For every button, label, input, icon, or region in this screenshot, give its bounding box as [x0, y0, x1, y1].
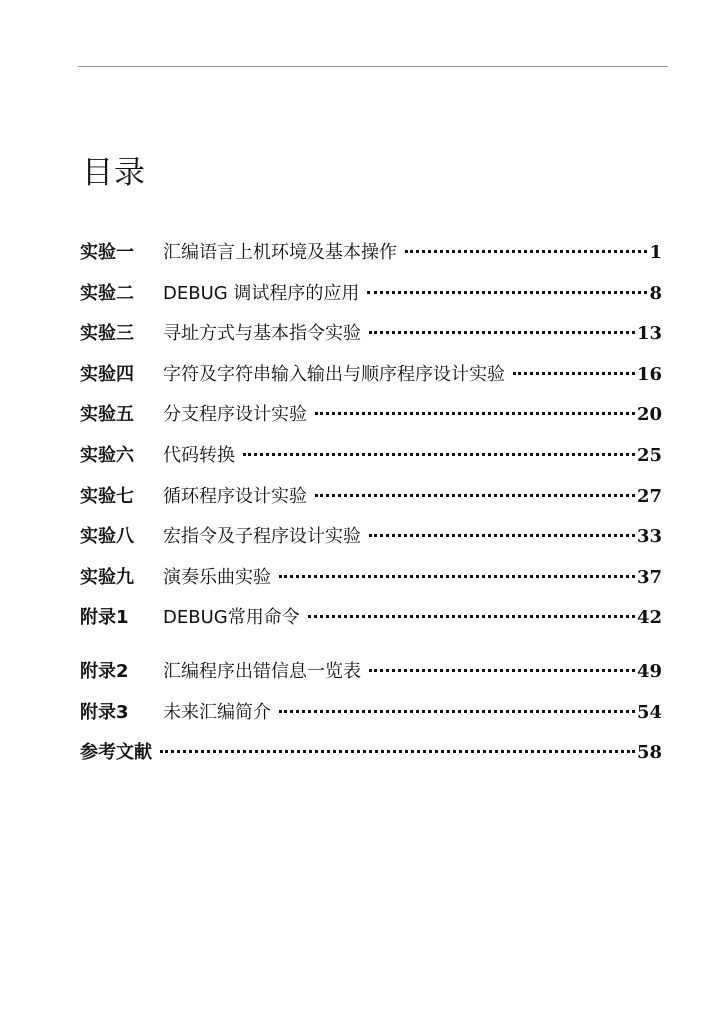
toc-entry-label: 实验一 — [80, 242, 134, 263]
toc-entry-title: 汇编语言上机环境及基本操作 — [163, 242, 397, 263]
toc-entry[interactable] — [80, 238, 662, 279]
toc-entry-label: 实验四 — [80, 363, 134, 385]
toc-entry-title: 宏指令及子程序设计实验 — [163, 526, 361, 548]
toc-entry[interactable] — [80, 319, 662, 360]
toc-entry[interactable] — [80, 400, 662, 441]
toc-entry[interactable] — [80, 603, 662, 644]
dot-leader — [369, 534, 635, 537]
dot-leader — [315, 494, 635, 497]
toc-entry[interactable] — [80, 279, 662, 320]
header-rule — [78, 66, 668, 67]
toc-entry-label: 附录1 — [80, 607, 129, 629]
toc-entry-label: 参考文献 — [80, 742, 152, 764]
toc-entry-page: 37 — [636, 566, 662, 588]
toc-entry-page: 20 — [636, 404, 662, 426]
dot-leader — [308, 615, 635, 618]
toc-entry[interactable] — [80, 738, 662, 779]
toc-entry-title: 循环程序设计实验 — [163, 485, 307, 507]
toc-entry-label: 实验五 — [80, 404, 134, 426]
toc-entry-title: 寻址方式与基本指令实验 — [163, 323, 361, 345]
dot-leader — [279, 575, 635, 578]
toc-entry[interactable] — [80, 482, 662, 523]
toc-entry[interactable] — [80, 522, 662, 563]
dot-leader — [279, 710, 635, 713]
dot-leader — [315, 412, 635, 415]
toc-entry[interactable] — [80, 441, 662, 482]
toc-entry-title: 演奏乐曲实验 — [163, 566, 271, 588]
toc-entry[interactable] — [80, 698, 662, 739]
toc-entry-title: 字符及字符串输入输出与顺序程序设计实验 — [163, 363, 505, 385]
toc-entry-page: 49 — [636, 660, 662, 682]
toc-entry-page: 8 — [649, 282, 662, 304]
toc-entry-title: 汇编程序出错信息一览表 — [163, 660, 361, 682]
toc-entry[interactable] — [80, 563, 662, 604]
dot-leader — [513, 372, 635, 375]
dot-leader — [243, 453, 635, 456]
dot-leader — [369, 669, 635, 672]
toc-entry-label: 附录3 — [80, 701, 129, 723]
dot-leader — [369, 331, 635, 334]
toc-entry-label: 附录2 — [80, 660, 129, 682]
dot-leader — [367, 291, 647, 294]
toc-entry[interactable] — [80, 360, 662, 401]
toc-entry-label: 实验三 — [80, 323, 134, 345]
toc-entry-title: 分支程序设计实验 — [163, 404, 307, 426]
toc-entry-page: 1 — [649, 242, 662, 263]
toc-entry[interactable] — [80, 657, 662, 698]
toc-entry-page: 54 — [636, 701, 662, 723]
toc-entry-label: 实验六 — [80, 444, 134, 466]
page-title: 目录 — [82, 154, 146, 191]
toc-entry-label: 实验七 — [80, 485, 134, 507]
toc-entry-title: DEBUG 调试程序的应用 — [163, 282, 360, 304]
table-of-contents — [80, 238, 662, 779]
toc-entry-page: 42 — [636, 607, 662, 629]
toc-entry-page: 25 — [636, 444, 662, 466]
toc-entry-label: 实验九 — [80, 566, 134, 588]
toc-entry-page: 27 — [636, 485, 662, 507]
toc-entry-label: 实验二 — [80, 282, 134, 304]
toc-entry-page: 13 — [636, 323, 662, 345]
toc-entry-title: 未来汇编简介 — [163, 701, 271, 723]
toc-entry-page: 58 — [636, 742, 662, 764]
toc-entry-page: 33 — [636, 526, 662, 548]
toc-entry-title: 代码转换 — [163, 444, 235, 466]
dot-leader — [405, 250, 647, 253]
toc-entry-label: 实验八 — [80, 526, 134, 548]
toc-entry-page: 16 — [636, 363, 662, 385]
toc-entry-title: DEBUG常用命令 — [163, 607, 300, 629]
dot-leader — [160, 750, 635, 753]
